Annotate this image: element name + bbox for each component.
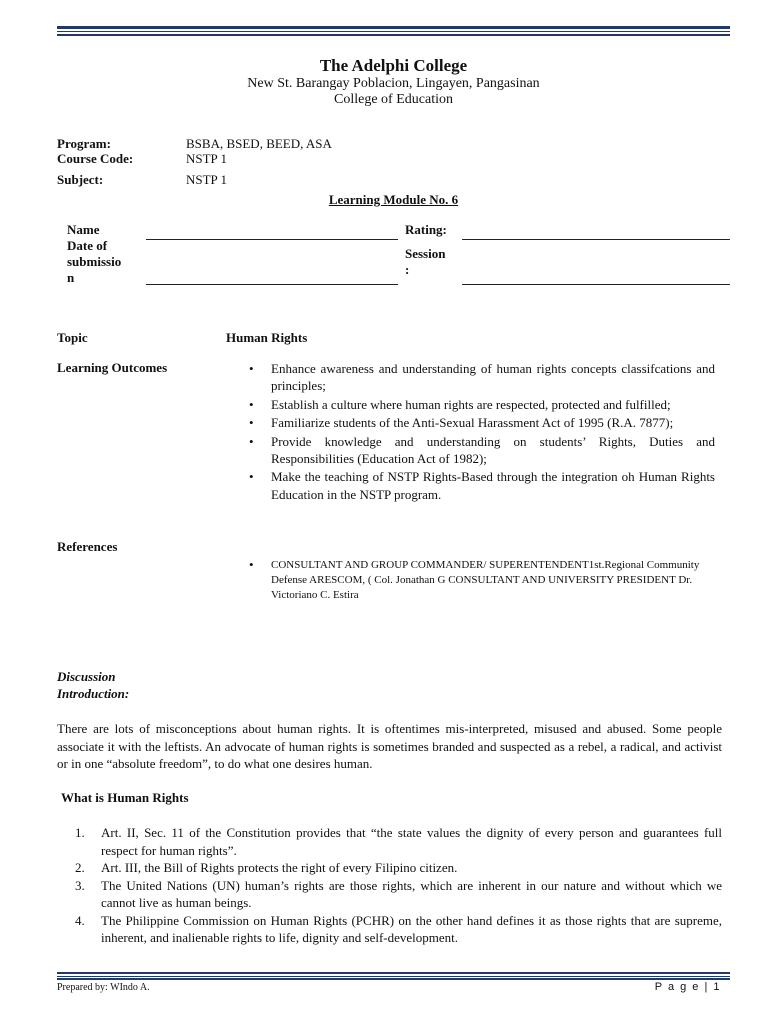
page-number: P a g e | 1 bbox=[654, 981, 721, 993]
topic-label: Topic bbox=[57, 330, 88, 345]
header-rule bbox=[57, 26, 730, 29]
list-item: 4. The Philippine Commission on Human Rights (PCHR) on the other hand defines it as those rights that are supreme, inherent, and inalienable rights to life, dignity and self-development. bbox=[75, 912, 722, 945]
what-is-list bbox=[75, 824, 722, 947]
list-item: • Provide knowledge and understanding on students’ Rights, Duties and Responsibilities (Education Act of 1982); bbox=[249, 433, 715, 468]
list-item: 1. Art. II, Sec. 11 of the Constitution provides that “the state values the dignity of every person and guarantees full respect for human rights”. bbox=[75, 825, 722, 858]
program-value: BSBA, BSED, BEED, ASA bbox=[186, 136, 332, 151]
course-code-label: Course Code: bbox=[57, 151, 134, 166]
prepared-by: Prepared by: WIndo A. bbox=[57, 982, 150, 993]
list-item: 3. The United Nations (UN) human’s rights are those rights, which are inherent in our nature and without which we cannot live as human beings. bbox=[75, 877, 722, 910]
discussion-heading: Discussion bbox=[57, 669, 116, 684]
course-code-value: NSTP 1 bbox=[186, 151, 228, 166]
program-label: Program: bbox=[57, 136, 111, 151]
college-name: The Adelphi College bbox=[319, 56, 468, 75]
list-item: • Familiarize students of the Anti-Sexual Harassment Act of 1995 (R.A. 7877); bbox=[249, 414, 715, 431]
rating-label: Rating: bbox=[405, 222, 447, 237]
footer-rule bbox=[57, 972, 730, 974]
college-address: New St. Barangay Poblacion, Lingayen, Pangasinan bbox=[247, 76, 540, 91]
header-rule bbox=[57, 34, 730, 36]
footer-rule bbox=[57, 978, 730, 980]
topic-value: Human Rights bbox=[226, 330, 308, 345]
module-title: Learning Module No. 6 bbox=[328, 192, 459, 207]
date-field-line[interactable] bbox=[146, 284, 398, 285]
list-item: • Make the teaching of NSTP Rights-Based through the integration oh Human Rights Education in the NSTP program. bbox=[249, 468, 715, 503]
session-field-line[interactable] bbox=[462, 284, 730, 285]
intro-paragraph: There are lots of misconceptions about human rights. It is oftentimes mis-interpreted, misused and abused. Some people associate it with the leftists. An advocate of human rights is sometimes branded and suspected as a rebel, a radical, and activist or in one “absolute freedom”, to do what one desires human. bbox=[57, 721, 722, 771]
session-label: : bbox=[405, 262, 410, 277]
subject-value: NSTP 1 bbox=[186, 172, 228, 187]
list-item: • Enhance awareness and understanding of human rights concepts classifcations and principles; bbox=[249, 360, 715, 395]
footer-rule bbox=[57, 976, 730, 977]
header-rule bbox=[57, 31, 730, 32]
list-item: • Establish a culture where human rights are respected, protected and fulfilled; bbox=[249, 396, 715, 413]
what-is-heading: What is Human Rights bbox=[61, 790, 189, 805]
name-label: Name bbox=[67, 222, 100, 237]
subject-label: Subject: bbox=[57, 172, 104, 187]
date-label: submissio bbox=[67, 254, 122, 269]
references-list bbox=[249, 558, 715, 603]
list-item: 2. Art. III, the Bill of Rights protects the right of every Filipino citizen. bbox=[75, 860, 458, 875]
learning-outcomes-list bbox=[249, 360, 715, 504]
introduction-heading: Introduction: bbox=[57, 686, 130, 701]
name-field-line[interactable] bbox=[146, 239, 398, 240]
list-item: • CONSULTANT AND GROUP COMMANDER/ SUPERENTENDENT1st.Regional Community Defense ARESCOM, ( Col. Jonathan G CONSULTANT AND UNIVERSITY PRESIDENT Dr. Victoriano C. Estira bbox=[249, 558, 715, 603]
date-label: n bbox=[67, 270, 75, 285]
college-department: College of Education bbox=[334, 92, 453, 107]
date-label: Date of bbox=[67, 238, 108, 253]
rating-field-line[interactable] bbox=[462, 239, 730, 240]
session-label: Session bbox=[405, 246, 446, 261]
learning-outcomes-label: Learning Outcomes bbox=[57, 360, 168, 375]
references-label: References bbox=[57, 539, 118, 554]
